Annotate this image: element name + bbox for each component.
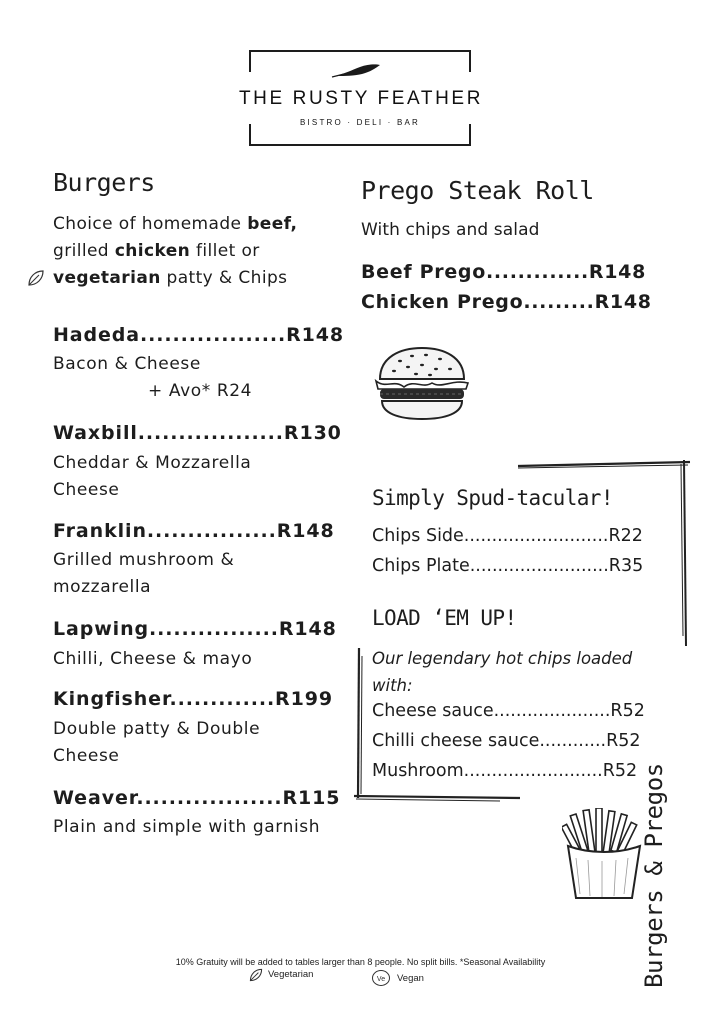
menu-item-franklin: Franklin................R148 xyxy=(53,520,335,542)
brand-name: THE RUSTY FEATHER xyxy=(238,88,484,109)
burgers-heading: Burgers xyxy=(53,168,155,197)
prego-heading: Prego Steak Roll xyxy=(361,176,594,205)
brand-tagline: BISTRO · DELI · BAR xyxy=(299,118,421,127)
menu-item-kingfisher: Kingfisher.............R199 xyxy=(53,688,333,710)
intro-text: Choice of homemade xyxy=(53,214,248,234)
menu-item-extra: + Avo* R24 xyxy=(148,381,253,401)
menu-item-desc: Plain and simple with garnish xyxy=(53,817,321,837)
menu-item-beef-prego: Beef Prego.............R148 xyxy=(361,261,646,283)
menu-item-desc: Double patty & Double Cheese xyxy=(53,719,261,766)
section-side-tab: Burgers & Pregos xyxy=(640,763,668,988)
intro-beef: beef, xyxy=(247,214,298,234)
legend-vegan: Vegan xyxy=(397,973,424,984)
menu-item-desc: Chilli, Cheese & mayo xyxy=(53,649,253,669)
fries-illustration xyxy=(562,808,646,902)
menu-item-waxbill: Waxbill..................R130 xyxy=(53,422,342,444)
menu-item-cheese-sauce: Cheese sauce.....................R52 xyxy=(372,701,645,721)
legend-vegetarian: Vegetarian xyxy=(268,969,314,980)
intro-text: patty & Chips xyxy=(160,268,288,288)
feather-icon xyxy=(330,62,382,80)
menu-item-desc: Cheddar & Mozzarella Cheese xyxy=(53,453,252,500)
menu-item-chicken-prego: Chicken Prego.........R148 xyxy=(361,291,652,313)
leaf-icon xyxy=(248,967,264,983)
menu-item-lapwing: Lapwing................R148 xyxy=(53,618,337,640)
loaded-note: Our legendary hot chips loaded with: xyxy=(372,649,633,695)
footer-note: 10% Gratuity will be added to tables larger than 8 people. No split bills. *Seasonal Availability xyxy=(175,957,546,967)
vegan-badge-icon xyxy=(371,969,391,987)
menu-item-chips-plate: Chips Plate.........................R35 xyxy=(372,556,644,576)
intro-text: grilled xyxy=(53,241,115,261)
intro-chicken: chicken xyxy=(114,241,191,261)
menu-item-chilli-cheese-sauce: Chilli cheese sauce............R52 xyxy=(372,731,641,751)
intro-vegetarian: vegetarian xyxy=(53,268,161,288)
menu-item-desc: Bacon & Cheese xyxy=(53,354,201,374)
menu-item-mushroom: Mushroom.........................R52 xyxy=(372,761,638,781)
prego-subheading: With chips and salad xyxy=(361,220,540,240)
leaf-icon xyxy=(26,268,46,288)
intro-text: fillet or xyxy=(190,241,260,261)
burger-illustration xyxy=(370,345,474,423)
loaded-heading: LOAD ‘EM UP! xyxy=(372,606,517,630)
menu-item-desc: Grilled mushroom & mozzarella xyxy=(53,550,235,597)
menu-item-weaver: Weaver..................R115 xyxy=(53,787,341,809)
spud-heading: Simply Spud-tacular! xyxy=(372,486,613,510)
burgers-intro xyxy=(53,211,353,292)
menu-item-chips-side: Chips Side..........................R22 xyxy=(372,526,643,546)
vegan-badge-text: Ve xyxy=(376,976,386,983)
menu-item-hadeda: Hadeda..................R148 xyxy=(53,324,345,346)
